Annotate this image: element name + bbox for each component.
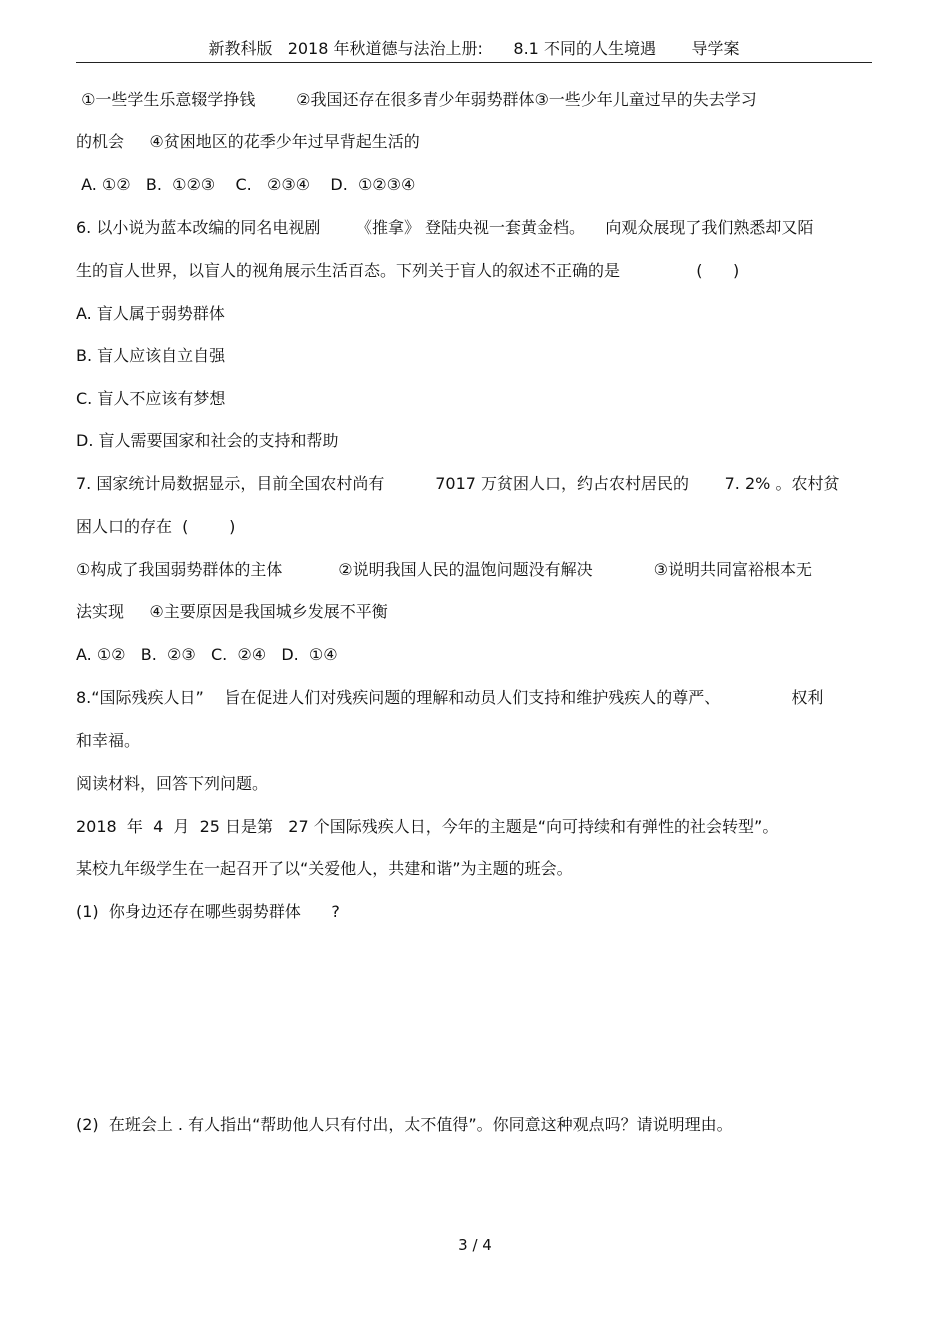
sub-question-2: (2) 在班会上 . 有人指出“帮助他人只有付出，太不值得”。你同意这种观点吗？请说明理由。 — [76, 1115, 733, 1134]
text-line: 和幸福。 — [76, 731, 141, 750]
text-line: ①一些学生乐意辍学挣钱 ②我国还存在很多青少年弱势群体③一些少年儿童过早的失去学习 — [76, 90, 757, 109]
text-line: ①构成了我国弱势群体的主体 ②说明我国人民的温饱问题没有解决 ③说明共同富裕根本无 — [76, 560, 813, 579]
page-header: 新教科版 2018 年秋道德与法治上册: 8.1 不同的人生境遇 导学案 — [76, 36, 872, 63]
material-line: 2018 年 4 月 25 日是第 27 个国际残疾人日，今年的主题是“向可持续和有弹性的社会转型”。 — [76, 817, 779, 836]
option-b: B. 盲人应该自立自强 — [76, 346, 226, 365]
option-c: C. 盲人不应该有梦想 — [76, 389, 226, 408]
instruction: 阅读材料，回答下列问题。 — [76, 774, 269, 793]
sub-question-1: (1) 你身边还存在哪些弱势群体 ? — [76, 902, 340, 921]
answer-options: A. ①② B. ①②③ C. ②③④ D. ①②③④ — [76, 175, 416, 194]
text-line: 生的盲人世界，以盲人的视角展示生活百态。下列关于盲人的叙述不正确的是 ( ) — [76, 261, 740, 280]
question-7: 7. 国家统计局数据显示，目前全国农村尚有 7017 万贫困人口，约占农村居民的 7. 2% 。农村贫 — [76, 474, 840, 493]
answer-options: A. ①② B. ②③ C. ②④ D. ①④ — [76, 645, 338, 664]
text-line: 的机会 ④贫困地区的花季少年过早背起生活的 — [76, 132, 420, 151]
material-line: 某校九年级学生在一起召开了以“关爱他人，共建和谐”为主题的班会。 — [76, 859, 573, 878]
page-number: 3 / 4 — [458, 1236, 492, 1254]
text-line: 法实现 ④主要原因是我国城乡发展不平衡 — [76, 602, 388, 621]
option-a: A. 盲人属于弱势群体 — [76, 304, 225, 323]
question-8: 8.“国际残疾人日” 旨在促进人们对残疾问题的理解和动员人们支持和维护残疾人的尊严、 权利 — [76, 688, 824, 707]
question-6: 6. 以小说为蓝本改编的同名电视剧 《推拿》 登陆央视一套黄金档。 向观众展现了我们熟悉却又陌 — [76, 218, 814, 237]
option-d: D. 盲人需要国家和社会的支持和帮助 — [76, 431, 339, 450]
text-line: 困人口的存在 ( ) — [76, 517, 236, 536]
